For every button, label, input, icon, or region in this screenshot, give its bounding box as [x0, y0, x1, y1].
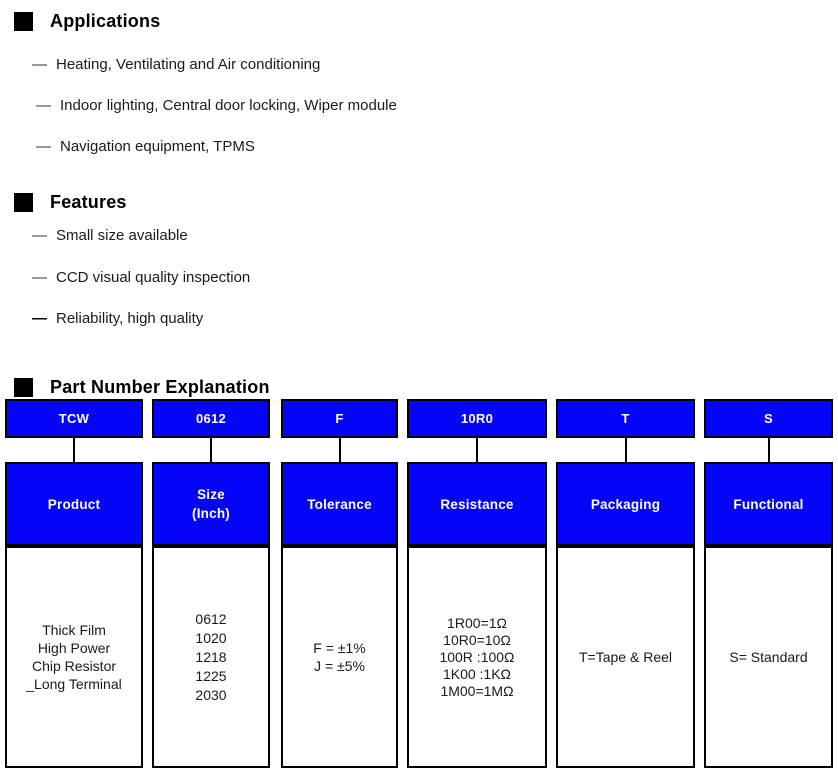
part-header-box: Size (Inch) — [152, 462, 270, 546]
part-values-box: S= Standard — [704, 546, 833, 768]
part-column-functional — [704, 399, 833, 768]
connector-line — [768, 438, 770, 462]
square-bullet-icon — [14, 193, 33, 212]
applications-title: Applications — [50, 10, 161, 31]
square-bullet-icon — [14, 12, 33, 31]
item-dash: — — [32, 269, 47, 286]
part-column-resistance — [407, 399, 547, 768]
feature-item — [32, 310, 203, 328]
applications-heading — [14, 10, 160, 32]
application-item — [36, 138, 255, 156]
item-label: Indoor lighting, Central door locking, Wiper module — [60, 97, 397, 114]
connector-line — [73, 438, 75, 462]
connector-line — [625, 438, 627, 462]
item-label: Navigation equipment, TPMS — [60, 138, 255, 155]
connector-line — [476, 438, 478, 462]
part-code-box: 0612 — [152, 399, 270, 438]
part-column-size — [152, 399, 270, 768]
part-header-box: Resistance — [407, 462, 547, 546]
item-dash: — — [32, 56, 47, 73]
item-dash: — — [32, 310, 47, 327]
part-code-box: F — [281, 399, 398, 438]
application-item — [36, 97, 397, 115]
feature-item — [32, 269, 250, 287]
part-values-box: Thick Film High Power Chip Resistor _Long Terminal — [5, 546, 143, 768]
part-code-box: 10R0 — [407, 399, 547, 438]
part-code-box: TCW — [5, 399, 143, 438]
part-code-box: T — [556, 399, 695, 438]
part-column-product — [5, 399, 143, 768]
item-label: Small size available — [56, 227, 188, 244]
part-code-box: S — [704, 399, 833, 438]
part-values-box: T=Tape & Reel — [556, 546, 695, 768]
part-header-box: Product — [5, 462, 143, 546]
part-values-box: F = ±1% J = ±5% — [281, 546, 398, 768]
item-label: Heating, Ventilating and Air conditioning — [56, 56, 321, 73]
part-column-packaging — [556, 399, 695, 768]
item-dash: — — [36, 138, 51, 155]
item-label: CCD visual quality inspection — [56, 269, 251, 286]
part-column-tolerance — [281, 399, 398, 768]
item-dash: — — [32, 227, 47, 244]
features-heading — [14, 191, 127, 213]
connector-line — [210, 438, 212, 462]
part-number-title: Part Number Explanation — [50, 376, 270, 397]
connector-line — [339, 438, 341, 462]
features-title: Features — [50, 191, 127, 212]
item-dash: — — [36, 97, 51, 114]
feature-item — [32, 227, 188, 245]
square-bullet-icon — [14, 378, 33, 397]
part-header-box: Packaging — [556, 462, 695, 546]
part-header-box: Tolerance — [281, 462, 398, 546]
part-header-box: Functional — [704, 462, 833, 546]
part-values-box: 1R00=1Ω 10R0=10Ω 100R :100Ω 1K00 :1KΩ 1M00=1MΩ — [407, 546, 547, 768]
item-label: Reliability, high quality — [56, 310, 204, 327]
part-number-heading — [14, 376, 270, 398]
application-item — [32, 56, 320, 74]
part-values-box: 0612 1020 1218 1225 2030 — [152, 546, 270, 768]
